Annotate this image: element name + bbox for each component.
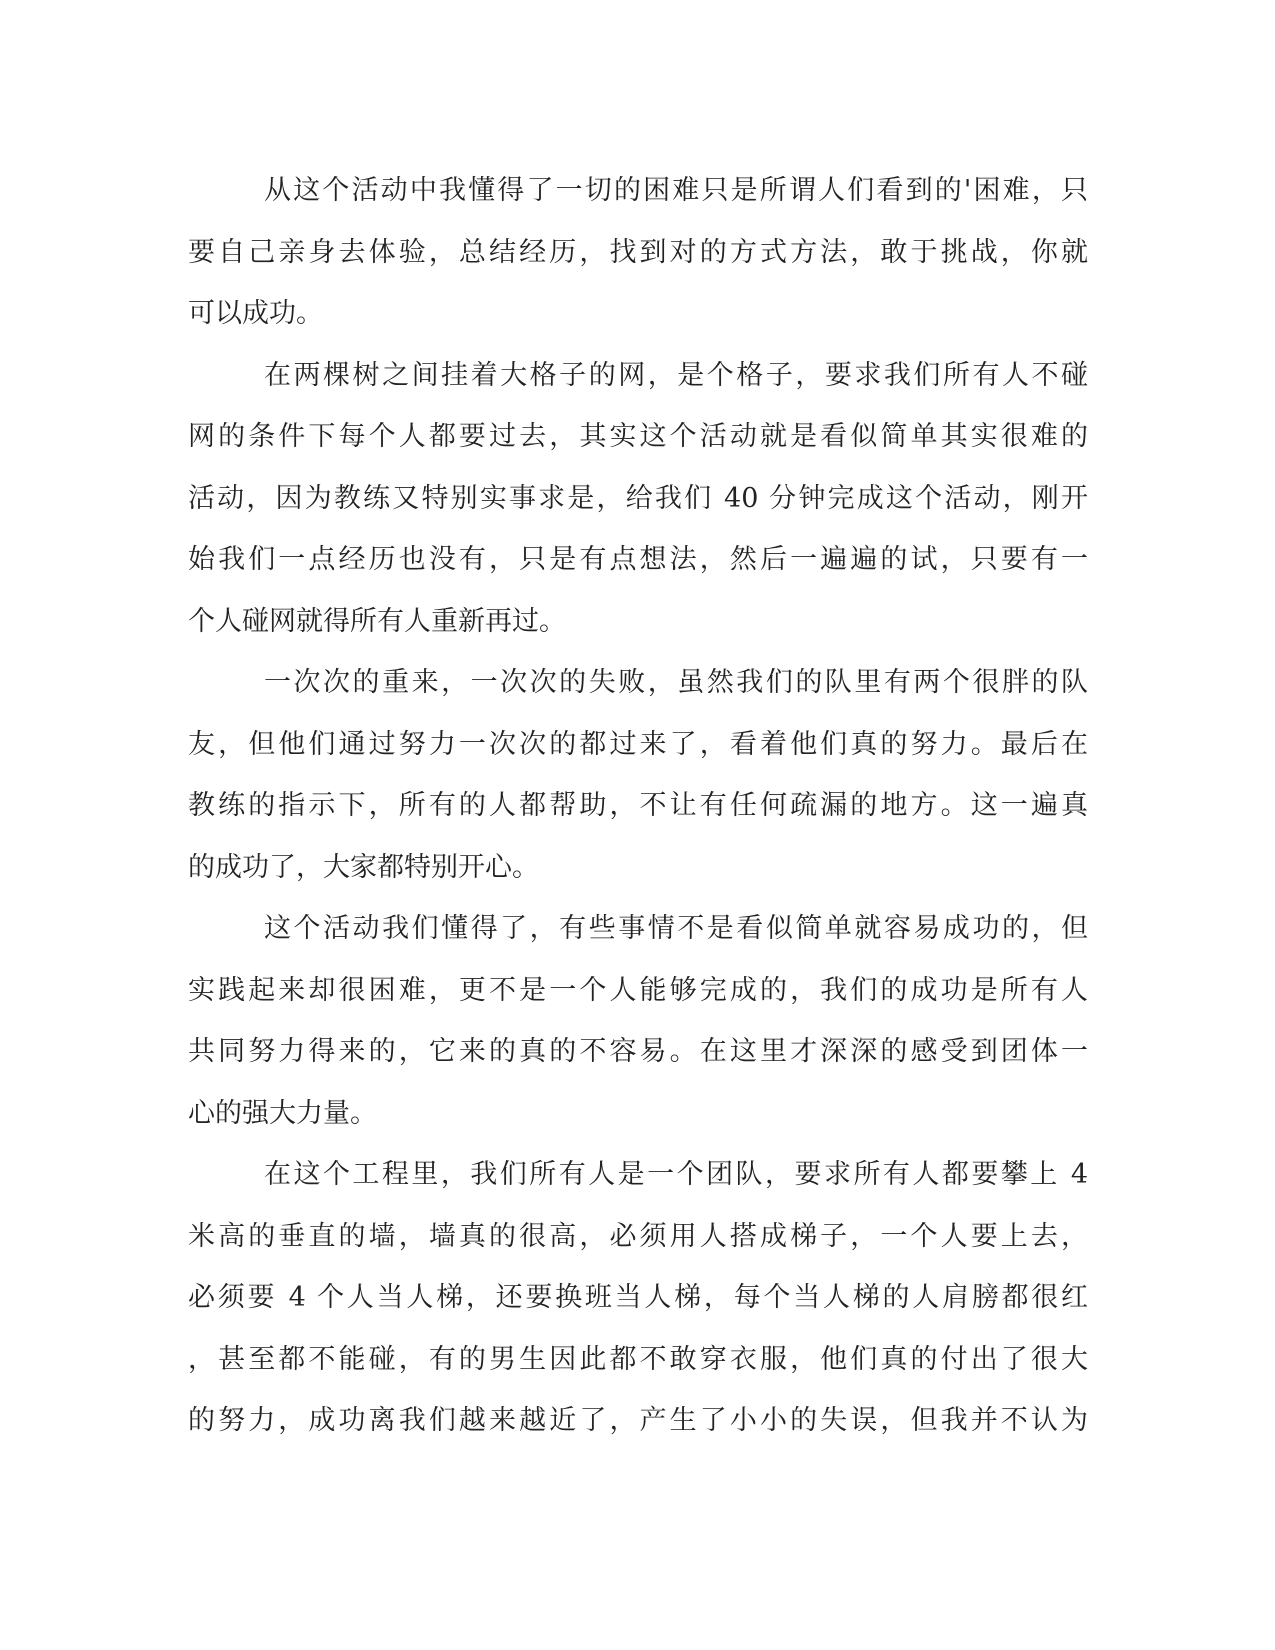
- text-line: 这个活动我们懂得了，有些事情不是看似简单就容易成功的，但: [264, 913, 1088, 944]
- text-line: 个人碰网就得所有人重新再过。: [188, 605, 566, 637]
- text-line: 实践起来却很困难，更不是一个人能够完成的，我们的成功是所有人: [188, 974, 1088, 1006]
- document-body: [188, 160, 1088, 1452]
- text-line: 可以成功。: [188, 298, 323, 329]
- text-line: 要自己亲身去体验，总结经历，找到对的方式方法，敢于挑战，你就: [188, 236, 1088, 268]
- text-line: 一次次的重来，一次次的失败，虽然我们的队里有两个很胖的队: [264, 667, 1088, 698]
- text-line: 在两棵树之间挂着大格子的网，是个格子，要求我们所有人不碰: [264, 359, 1088, 391]
- text-line: 从这个活动中我懂得了一切的困难只是所谓人们看到的'困难，只: [264, 175, 1088, 206]
- text-line: 在这个工程里，我们所有人是一个团队，要求所有人都要攀上 4: [264, 1159, 1088, 1190]
- text-line: 米高的垂直的墙，墙真的很高，必须用人搭成梯子，一个人要上去，: [188, 1220, 1088, 1252]
- text-line: 的成功了，大家都特别开心。: [188, 851, 539, 883]
- text-line: 必须要 4 个人当人梯，还要换班当人梯，每个当人梯的人肩膀都很红: [188, 1282, 1088, 1313]
- text-line: 心的强大力量。: [188, 1097, 377, 1129]
- text-line: 的努力，成功离我们越来越近了，产生了小小的失误，但我并不认为: [188, 1405, 1088, 1436]
- text-line: 始我们一点经历也没有，只是有点想法，然后一遍遍的试，只要有一: [188, 544, 1088, 575]
- text-line: ，甚至都不能碰，有的男生因此都不敢穿衣服，他们真的付出了很大: [188, 1343, 1088, 1375]
- text-line: 活动，因为教练又特别实事求是，给我们 40 分钟完成这个活动，刚开: [188, 482, 1088, 514]
- text-line: 网的条件下每个人都要过去，其实这个活动就是看似简单其实很难的: [188, 421, 1088, 452]
- text-line: 教练的指示下，所有的人都帮助，不让有任何疏漏的地方。这一遍真: [188, 790, 1088, 821]
- text-line: 共同努力得来的，它来的真的不容易。在这里才深深的感受到团体一: [188, 1036, 1088, 1067]
- text-line: 友，但他们通过努力一次次的都过来了，看着他们真的努力。最后在: [188, 728, 1088, 760]
